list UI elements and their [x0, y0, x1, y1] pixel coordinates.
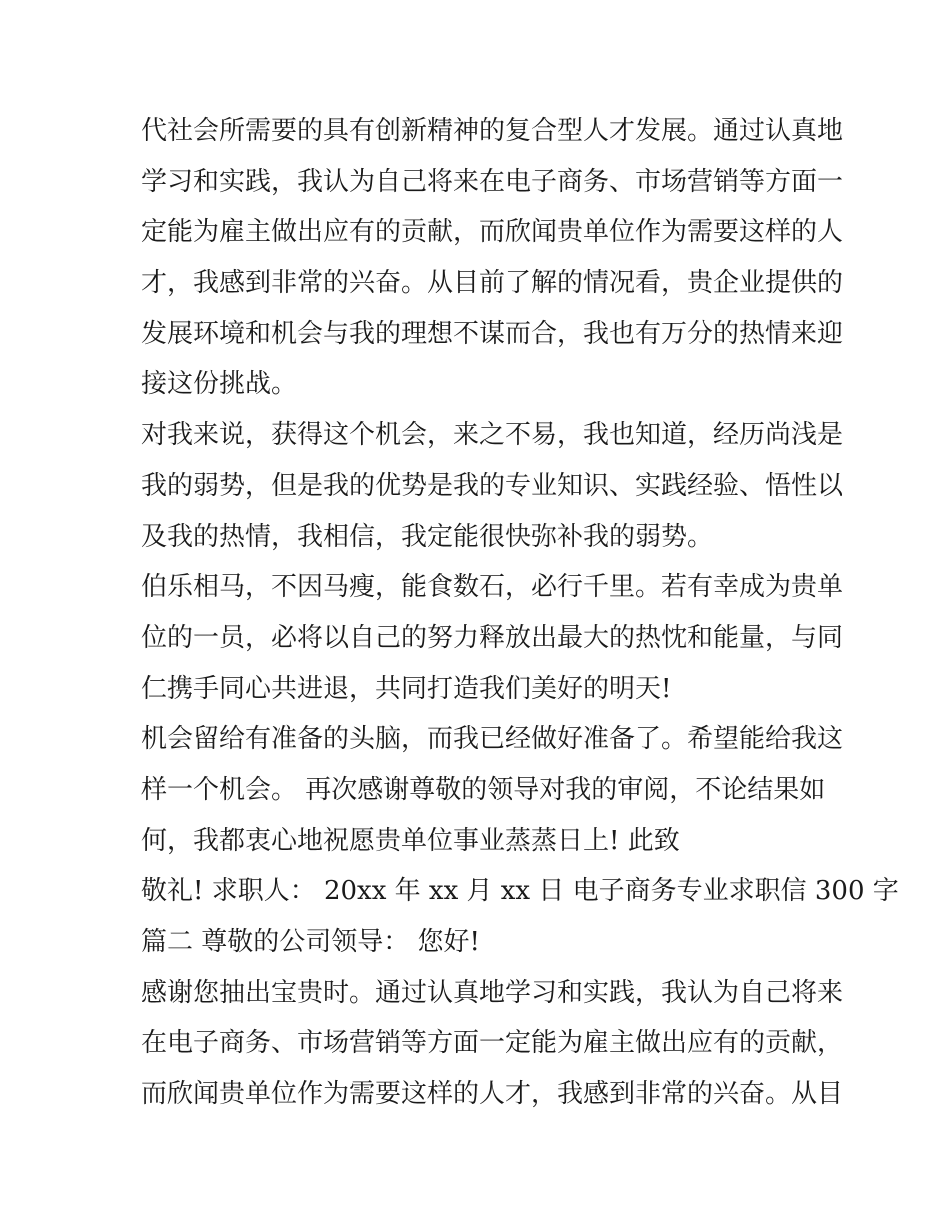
text-line: 位的一员，必将以自己的努力释放出最大的热忱和能量，与同 — [141, 622, 844, 653]
text-line: 感谢您抽出宝贵时。通过认真地学习和实践，我认为自己将来 — [141, 977, 844, 1008]
body-text — [141, 106, 899, 1120]
text-line: 发展环境和机会与我的理想不谋而合，我也有万分的热情来迎 — [141, 318, 844, 349]
text-line: 在电子商务、市场营销等方面一定能为雇主做出应有的贡献， — [141, 1028, 844, 1059]
text-line: 敬礼! 求职人： 20xx 年 xx 月 xx 日 电子商务专业求职信 300 字 — [141, 876, 899, 907]
text-line: 我的弱势，但是我的优势是我的专业知识、实践经验、悟性以 — [141, 470, 844, 501]
text-line: 机会留给有准备的头脑，而我已经做好准备了。希望能给我这 — [141, 724, 844, 755]
text-line: 及我的热情，我相信，我定能很快弥补我的弱势。 — [141, 521, 714, 552]
text-line: 伯乐相马，不因马瘦，能食数石，必行千里。若有幸成为贵单 — [141, 572, 844, 603]
text-line: 接这份挑战。 — [141, 369, 298, 400]
text-line: 对我来说，获得这个机会，来之不易，我也知道，经历尚浅是 — [141, 420, 844, 451]
text-line: 何，我都衷心地祝愿贵单位事业蒸蒸日上! 此致 — [141, 825, 680, 856]
text-line: 才，我感到非常的兴奋。从目前了解的情况看，贵企业提供的 — [141, 268, 844, 299]
text-line: 篇二 尊敬的公司领导： 您好! — [141, 927, 480, 957]
text-line: 仁携手同心共进退，共同打造我们美好的明天! — [141, 673, 672, 704]
text-line: 学习和实践，我认为自己将来在电子商务、市场营销等方面一 — [141, 166, 844, 197]
text-line: 样一个机会。 再次感谢尊敬的领导对我的审阅，不论结果如 — [141, 774, 826, 805]
text-line: 定能为雇主做出应有的贡献，而欣闻贵单位作为需要这样的人 — [141, 217, 844, 248]
text-line: 而欣闻贵单位作为需要这样的人才，我感到非常的兴奋。从目 — [141, 1079, 844, 1110]
text-line: 代社会所需要的具有创新精神的复合型人才发展。通过认真地 — [141, 116, 844, 146]
